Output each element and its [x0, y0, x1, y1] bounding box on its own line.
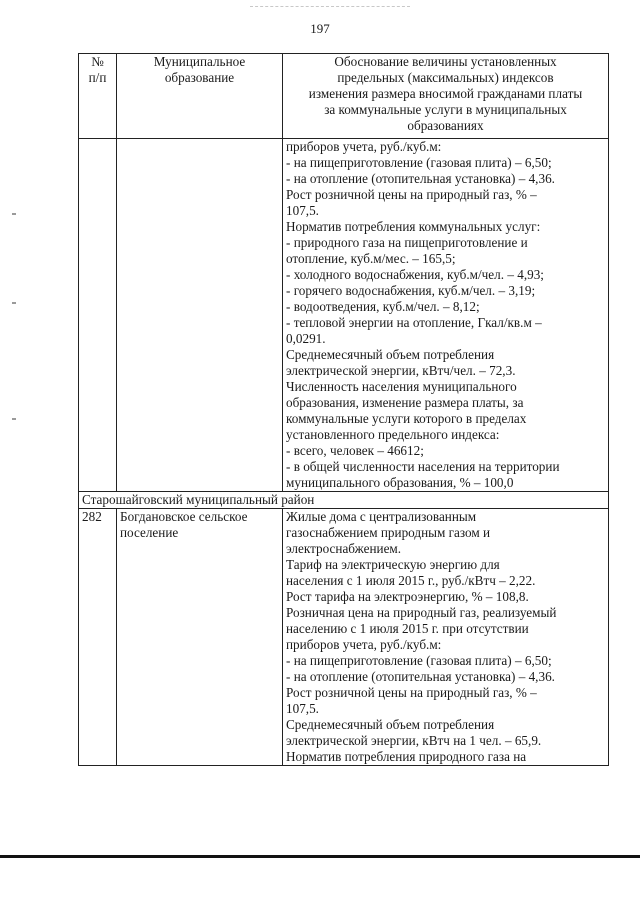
- text-line: отопление, куб.м/мес. – 165,5;: [286, 251, 456, 266]
- bottom-rule: [0, 855, 640, 858]
- text-line: Рост тарифа на электроэнергию, % – 108,8.: [286, 589, 529, 604]
- table-row-282: [79, 509, 609, 766]
- continued-justification-cell: [283, 139, 609, 492]
- section-title: Старошайговский муниципальный район: [79, 492, 609, 509]
- text-line: - холодного водоснабжения, куб.м/чел. – 4,93;: [286, 267, 544, 282]
- text-line: населения с 1 июля 2015 г., руб./кВтч – 2,22.: [286, 573, 536, 588]
- section-row: [79, 492, 609, 509]
- text-line: 0,0291.: [286, 331, 326, 346]
- text-line: - в общей численности населения на территории: [286, 459, 560, 474]
- top-scan-artifact: [250, 6, 410, 7]
- text-line: - на отопление (отопительная установка) – 4,36.: [286, 669, 555, 684]
- header-municipality: Муниципальное образование: [117, 54, 283, 139]
- row-municipality: Богдановское сельское поселение: [117, 509, 283, 766]
- text-line: Розничная цена на природный газ, реализуемый: [286, 605, 557, 620]
- text-line: - на пищеприготовление (газовая плита) – 6,50;: [286, 653, 552, 668]
- table-row-continued: [79, 139, 609, 492]
- text-line: установленного предельного индекса:: [286, 427, 500, 442]
- tariff-index-table: [78, 53, 609, 766]
- text-line: муниципального образования, % – 100,0: [286, 475, 514, 490]
- text-line: Численность населения муниципального: [286, 379, 517, 394]
- text-line: - тепловой энергии на отопление, Гкал/кв.м –: [286, 315, 542, 330]
- text-line: Жилые дома с централизованным: [286, 509, 477, 524]
- continued-municipality-cell: [117, 139, 283, 492]
- text-line: Норматив потребления коммунальных услуг:: [286, 219, 541, 234]
- header-number: № п/п: [79, 54, 117, 139]
- continued-number-cell: [79, 139, 117, 492]
- text-line: Норматив потребления природного газа на: [286, 749, 527, 764]
- text-line: коммунальные услуги которого в пределах: [286, 411, 527, 426]
- text-line: населению с 1 июля 2015 г. при отсутствии: [286, 621, 529, 636]
- text-line: 107,5.: [286, 203, 319, 218]
- text-line: - горячего водоснабжения, куб.м/чел. – 3,19;: [286, 283, 536, 298]
- text-line: Рост розничной цены на природный газ, % –: [286, 685, 537, 700]
- text-line: Среднемесячный объем потребления: [286, 347, 495, 362]
- row-justification-cell: [283, 509, 609, 766]
- text-line: приборов учета, руб./куб.м:: [286, 637, 442, 652]
- text-line: газоснабжением природным газом и: [286, 525, 491, 540]
- text-line: Рост розничной цены на природный газ, % –: [286, 187, 537, 202]
- text-line: электроснабжением.: [286, 541, 402, 556]
- text-line: образования, изменение размера платы, за: [286, 395, 524, 410]
- text-line: - всего, человек – 46612;: [286, 443, 424, 458]
- header-justification: Обоснование величины установленных предельных (максимальных) индексов изменения размера вносимой гражданами платы за коммунальные услуги в муниципальных образованиях: [283, 54, 609, 139]
- text-line: - на отопление (отопительная установка) – 4,36.: [286, 171, 555, 186]
- text-line: электрической энергии, кВтч на 1 чел. – 65,9.: [286, 733, 542, 748]
- table-header-row: [79, 54, 609, 139]
- page-number: 197: [310, 21, 330, 36]
- text-line: - природного газа на пищеприготовление и: [286, 235, 528, 250]
- text-line: - на пищеприготовление (газовая плита) – 6,50;: [286, 155, 552, 170]
- row-number: 282: [79, 509, 117, 766]
- text-line: приборов учета, руб./куб.м:: [286, 139, 442, 154]
- text-line: Среднемесячный объем потребления: [286, 717, 495, 732]
- text-line: электрической энергии, кВтч/чел. – 72,3.: [286, 363, 516, 378]
- text-line: 107,5.: [286, 701, 319, 716]
- text-line: - водоотведения, куб.м/чел. – 8,12;: [286, 299, 480, 314]
- text-line: Тариф на электрическую энергию для: [286, 557, 500, 572]
